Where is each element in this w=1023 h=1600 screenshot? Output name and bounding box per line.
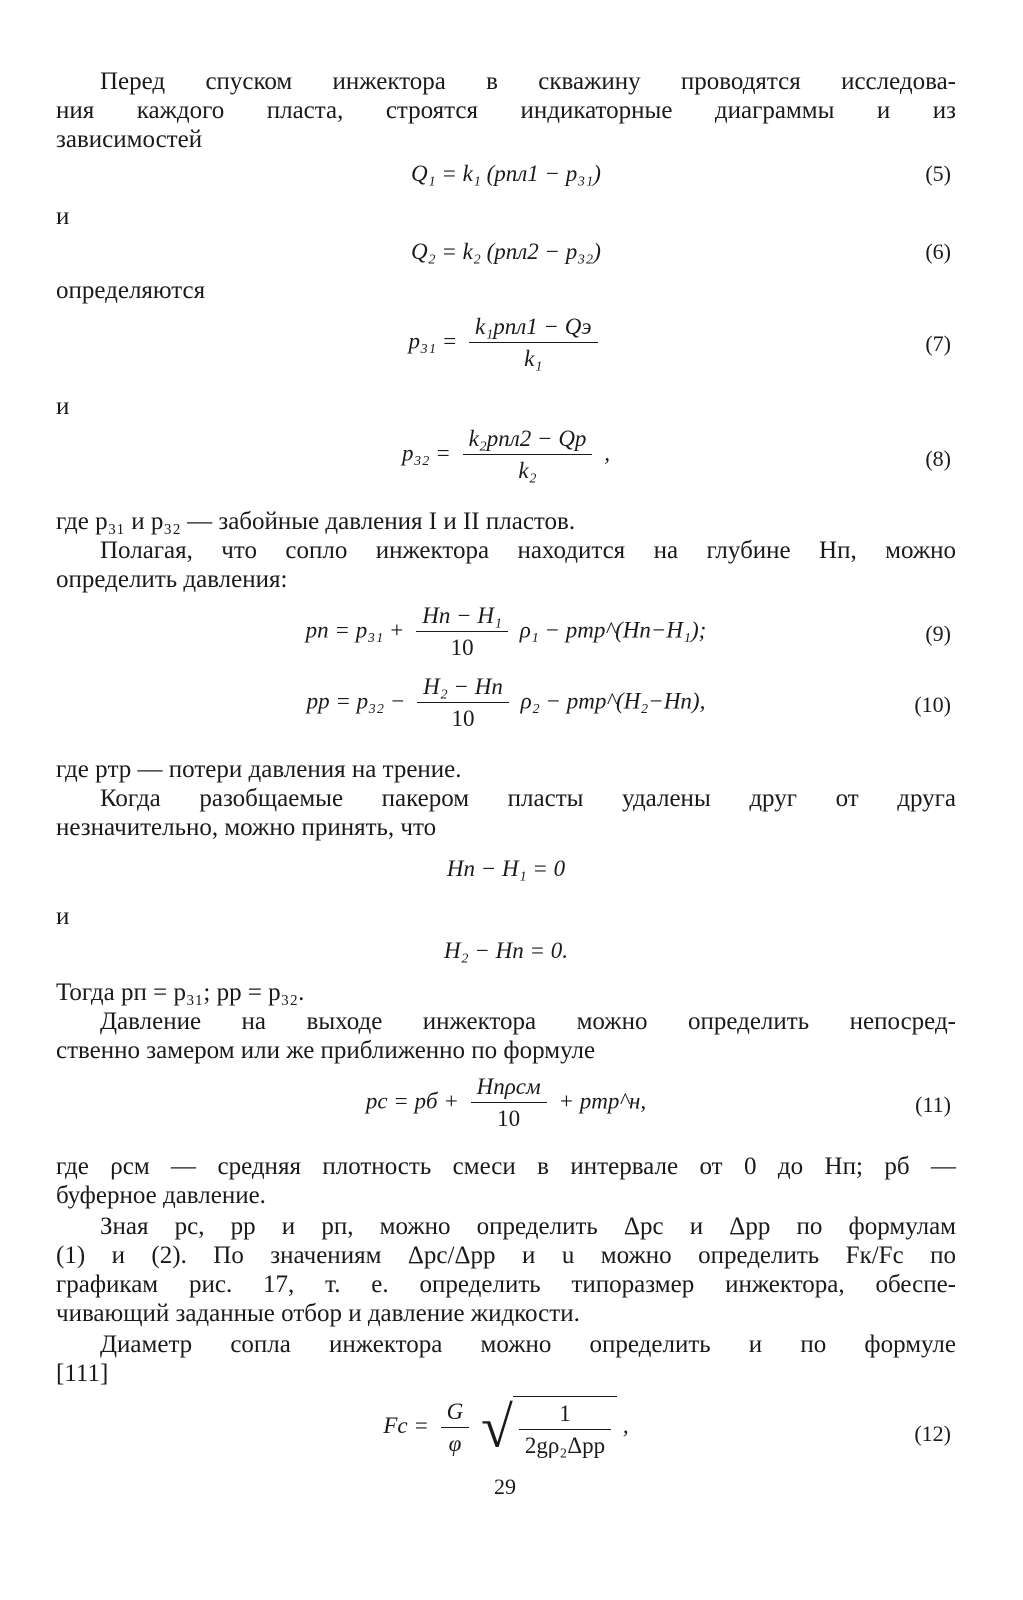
paragraph-intro-line2: ния каждого пласта, строятся индикаторные диаграммы и из [56, 97, 956, 124]
paragraph-intro-line1: Перед спуском инжектора в скважину проводятся исследова- [100, 68, 956, 95]
condition-1: Hп − H₁ = 0 [446, 856, 566, 881]
eq12-comma: , [622, 1412, 629, 1438]
eq9-numerator: Hп − H₁ [416, 603, 508, 632]
eq12-inner-denominator: 2gρ₂Δpр [524, 1433, 606, 1458]
equation-number-5: (5) [925, 161, 951, 186]
eq12-denominator: φ [448, 1430, 462, 1456]
equation-7 [56, 314, 956, 372]
word-determined: определяются [56, 277, 206, 304]
paragraph-when-line2: незначительно, можно принять, что [56, 814, 437, 841]
eq11-denominator: 10 [497, 1106, 521, 1131]
equation-number-7: (7) [925, 331, 951, 356]
eq7-denominator: k₁ [524, 346, 543, 371]
paragraph-outlet-line1: Давление на выходе инжектора можно определить непосред- [100, 1008, 956, 1035]
equation-5: Q₁ = k₁ (pпл1 − p₃₁) [411, 161, 601, 186]
equation-8 [56, 426, 956, 484]
eq8-numerator: k₂pпл2 − Qр [463, 426, 593, 455]
word-and-2: и [56, 393, 70, 420]
eq12-inner-numerator: 1 [519, 1401, 611, 1430]
eq8-lhs: p₃₂ = [402, 440, 451, 466]
equation-12 [56, 1396, 956, 1459]
equation-10 [56, 674, 956, 732]
equation-number-11: (11) [915, 1092, 951, 1117]
paragraph-assume-line1: Полагая, что сопло инжектора находится на глубине Hп, можно [100, 537, 956, 564]
eq7-fraction [469, 314, 598, 372]
eq8-denominator: k₂ [518, 458, 537, 483]
eq10-numerator: H₂ − Hп [417, 674, 509, 703]
eq9-fraction [416, 603, 508, 661]
equation-9 [56, 603, 956, 661]
equation-number-6: (6) [925, 239, 951, 264]
eq7-lhs: p₃₁ = [408, 328, 458, 354]
paragraph-where-3-line1: где ρсм — средняя плотность смеси в интервале от 0 до Hп; pб — [56, 1153, 956, 1180]
eq12-radicand [513, 1396, 617, 1459]
equation-number-10: (10) [914, 692, 951, 717]
eq12-numerator: G [441, 1399, 470, 1428]
paragraph-know-line3: графикам рис. 17, т. е. определить типоразмер инжектора, обеспе- [56, 1271, 956, 1298]
eq11-fraction [471, 1074, 547, 1132]
eq7-numerator: k₁pпл1 − Qэ [469, 314, 598, 343]
eq10-fraction [417, 674, 509, 732]
eq9-lhs: pп = p₃₁ + [305, 617, 405, 643]
equation-11 [56, 1074, 956, 1132]
radical-sign-icon: √ [481, 1394, 513, 1460]
paragraph-know-line4: чивающий заданные отбор и давление жидкости. [56, 1300, 580, 1327]
paragraph-where-1: где p₃₁ и p₃₂ — забойные давления I и II пластов. [56, 508, 576, 535]
word-and-1: и [56, 203, 70, 230]
eq11-tail: + pтр^н, [558, 1088, 647, 1114]
condition-2: H₂ − Hп = 0. [443, 938, 568, 963]
paragraph-where-3-line2: буферное давление. [56, 1182, 266, 1209]
equation-number-8: (8) [925, 446, 951, 471]
paragraph-assume-line2: определить давления: [56, 566, 288, 593]
paragraph-outlet-line2: ственно замером или же приближенно по формуле [56, 1037, 596, 1064]
eq10-lhs: pр = p₃₂ − [306, 688, 406, 714]
paragraph-when-line1: Когда разобщаемые пакером пласты удалены друг от друга [100, 785, 956, 812]
eq11-lhs: pс = pб + [365, 1088, 459, 1114]
eq10-denominator: 10 [451, 706, 475, 731]
paragraph-know-line1: Зная pс, pр и pп, можно определить Δpс и Δpр по формулам [100, 1213, 956, 1240]
paragraph-then: Тогда pп = p₃₁; pр = p₃₂. [56, 979, 305, 1006]
equation-number-9: (9) [925, 621, 951, 646]
equation-number-12: (12) [914, 1421, 951, 1446]
page-number: 29 [494, 1474, 516, 1499]
eq9-denominator: 10 [450, 635, 474, 660]
eq10-tail: ρ₂ − pтр^(H₂−Hп), [520, 688, 706, 714]
paragraph-where-2: где pтр — потери давления на трение. [56, 756, 462, 783]
paragraph-diameter-line2: [111] [56, 1360, 109, 1387]
eq11-numerator: Hпρсм [471, 1074, 547, 1103]
paragraph-diameter-line1: Диаметр сопла инжектора можно определить и по формуле [100, 1331, 956, 1358]
eq12-fraction [441, 1399, 470, 1457]
eq8-fraction [463, 426, 593, 484]
eq12-inner-fraction [519, 1401, 611, 1459]
eq8-comma: , [604, 440, 610, 466]
paragraph-know-line2: (1) и (2). По значениям Δpс/Δpр и u можно определить Fк/Fс по [56, 1242, 956, 1269]
paragraph-intro-line3: зависимостей [56, 126, 203, 153]
word-and-3: и [56, 903, 70, 930]
equation-6: Q₂ = k₂ (pпл2 − p₃₂) [411, 239, 601, 264]
eq12-lhs: Fс = [383, 1412, 429, 1438]
eq12-square-root [481, 1396, 617, 1459]
eq9-tail: ρ₁ − pтр^(Hп−H₁); [519, 617, 707, 643]
